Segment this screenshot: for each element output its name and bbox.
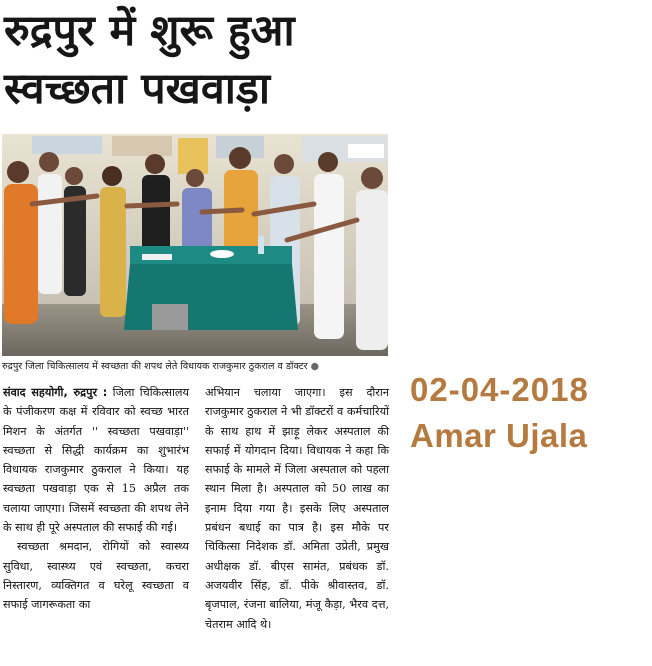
clipping-date: 02-04-2018 — [410, 371, 589, 408]
publication-name: Amar Ujala — [410, 417, 588, 454]
clipping-stamp — [410, 367, 646, 459]
headline-line-1: रुद्रपुर में शुरू हुआ — [4, 6, 295, 56]
photo-caption-text: रुद्रपुर जिला चिकित्सालय में स्वच्छता की शपथ लेते विधायक राजकुमार ठुकराल व डॉक्टर — [2, 361, 308, 372]
headline-line-2: स्वच्छता पखवाड़ा — [4, 64, 271, 114]
photo-illustration — [2, 134, 388, 356]
article-column-right — [205, 383, 389, 634]
photo-caption — [2, 360, 402, 374]
article-paragraph: अभियान चलाया जाएगा। इस दौरान राजकुमार ठुकराल ने भी डॉक्टरों व कर्मचारियों के साथ हाथ में झाड़ू लेकर अस्पताल की सफाई में योगदान दिया। विधायक ने कहा कि सफाई के मामले में जिला अस्पताल को पहला स्थान मिला है। अस्पताल को 50 लाख का इनाम दिया गया है। इसके लिए अस्पताल प्रबंधन बधाई का पात्र है। इस मौके पर चिकित्सा निदेशक डॉ. अमिता उप्रेती, प्रमुख अधीक्षक डॉ. बीएस सामंत, प्रबंधक डॉ. अजयवीर सिंह, डॉ. पीके श्रीवास्तव, डॉ. बृजपाल, रंजना बालिया, मंजू कैड़ा, भैरव दत्त, चेतराम आदि थे। — [205, 386, 389, 631]
article-paragraph — [3, 383, 189, 537]
headline — [4, 2, 404, 118]
article-dateline: संवाद सहयोगी, रुद्रपुर : — [3, 386, 108, 399]
article-text: जिला चिकित्सालय के पंजीकरण कक्ष में रविवार को स्वच्छ भारत मिशन के अंतर्गत '' स्वच्छता पखवाड़ा'' स्वच्छता से सिद्धी कार्यक्रम का शुभारंभ विधायक राजकुमार ठुकराल ने किया। यह स्वच्छता पखवाड़ा एक से 15 अप्रैल तक चलाया जाएगा। जिसमें स्वच्छता की शपथ लेने के साथ ही पूरे अस्पताल की सफाई की गई। — [3, 386, 189, 535]
article-column-left — [3, 383, 189, 615]
caption-bullet: ● — [310, 361, 319, 372]
article-paragraph: स्वच्छता श्रमदान, रोगियों को स्वास्थ्य सुविधा, स्वास्थ्य एवं स्वच्छता, कचरा निस्तारण, व्यक्तिगत व घरेलू स्वच्छता व सफाई जागरूकता का — [3, 540, 189, 612]
news-photo — [2, 134, 388, 356]
